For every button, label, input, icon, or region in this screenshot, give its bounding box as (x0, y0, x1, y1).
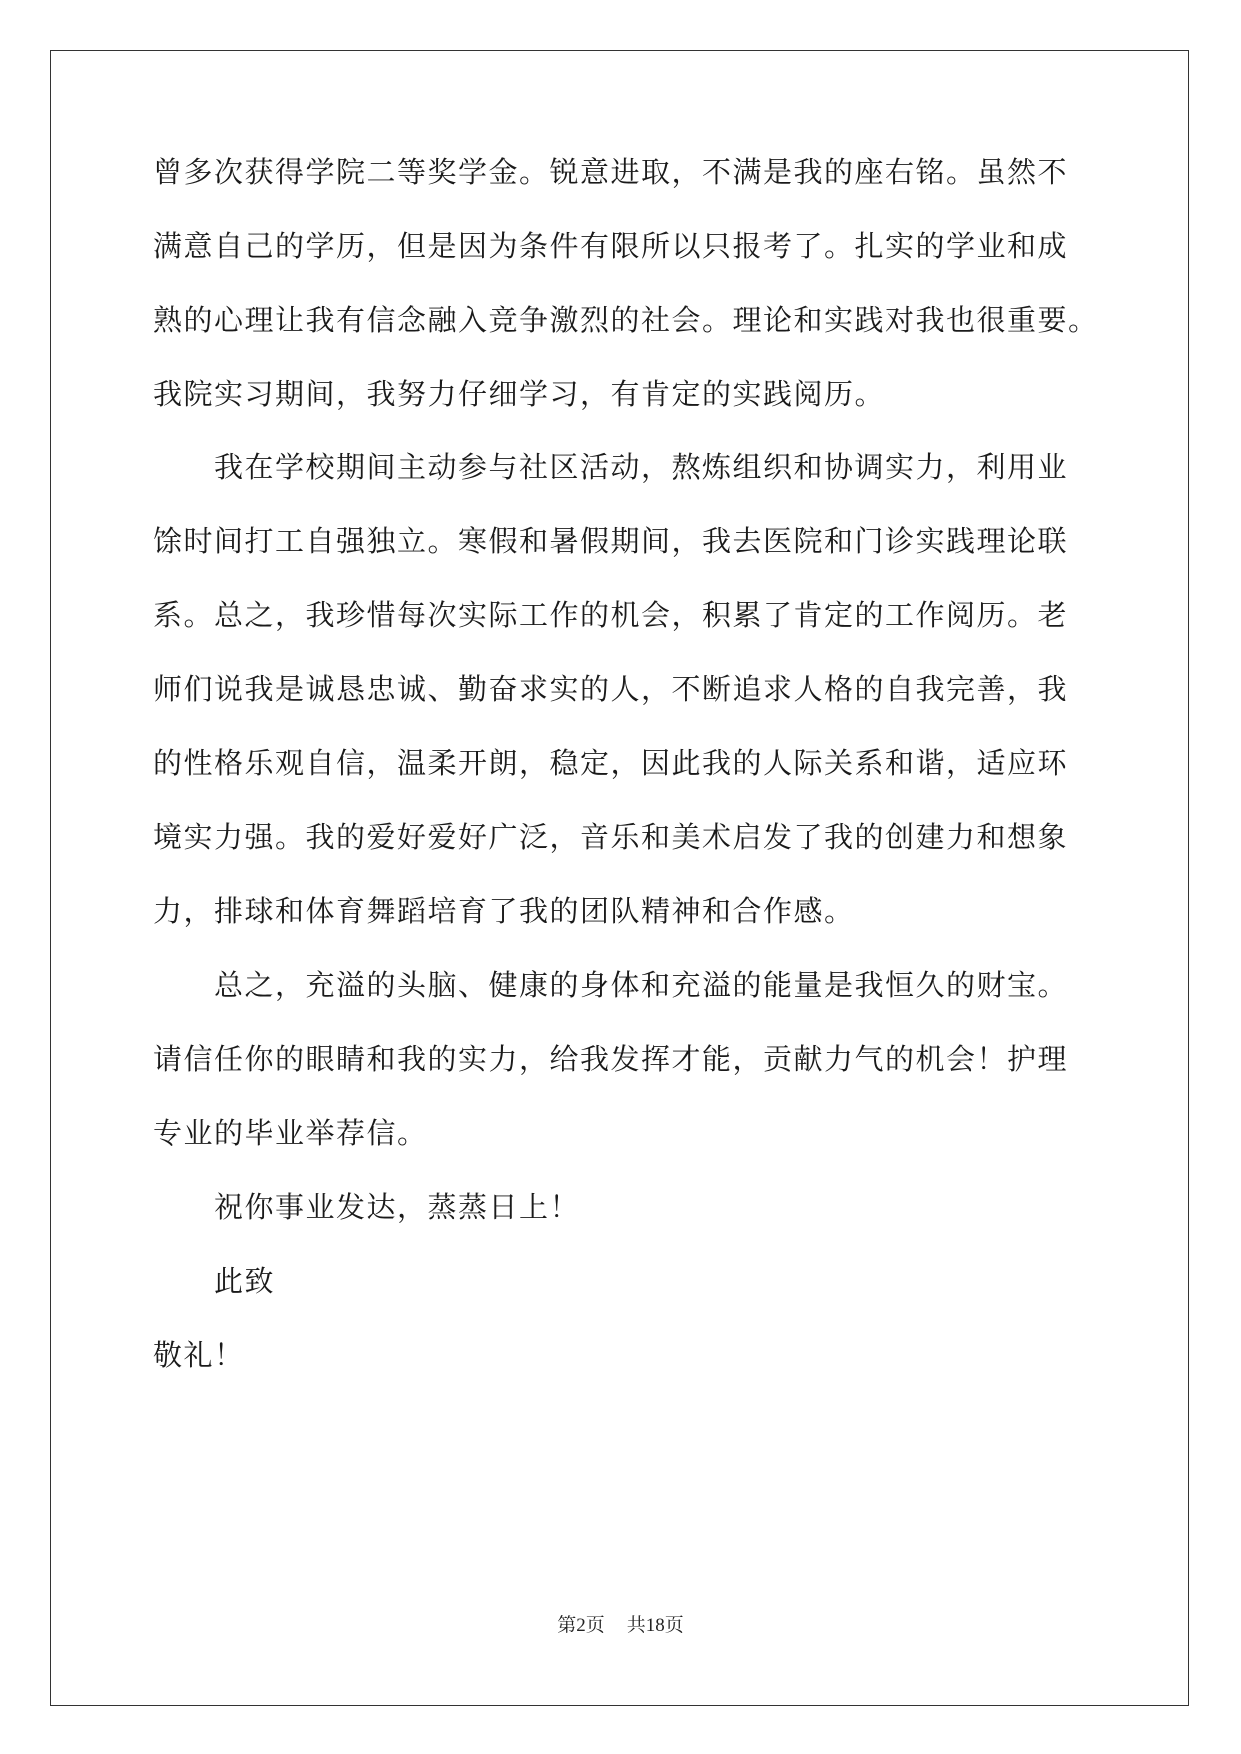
regards-intro: 此致 (214, 1264, 276, 1298)
text-line: 的性格乐观自信，温柔开朗，稳定，因此我的人际关系和谐，适应环 (153, 746, 1069, 780)
text-line: 师们说我是诚恳忠诚、勤奋求实的人，不断追求人格的自我完善，我 (153, 672, 1069, 706)
text-line: 满意自己的学历，但是因为条件有限所以只报考了。扎实的学业和成 (153, 229, 1069, 263)
page-total: 共18页 (626, 1615, 684, 1636)
text-line: 境实力强。我的爱好爱好广泛，音乐和美术启发了我的创建力和想象 (153, 820, 1069, 854)
page-number: 第2页 (557, 1615, 605, 1636)
text-line: 曾多次获得学院二等奖学金。锐意进取，不满是我的座右铭。虽然不 (153, 155, 1069, 189)
text-line: 系。总之，我珍惜每次实际工作的机会，积累了肯定的工作阅历。老 (153, 598, 1069, 632)
text-line: 我院实习期间，我努力仔细学习，有肯定的实践阅历。 (153, 377, 886, 411)
text-line: 总之，充溢的头脑、健康的身体和充溢的能量是我恒久的财宝。 (214, 968, 1069, 1002)
page-frame (50, 50, 1189, 1706)
text-line: 力，排球和体育舞蹈培育了我的团队精神和合作感。 (153, 894, 855, 928)
page-footer (0, 1614, 1241, 1638)
text-line: 熟的心理让我有信念融入竞争激烈的社会。理论和实践对我也很重要。 (153, 303, 1099, 337)
wish-line: 祝你事业发达，蒸蒸日上！ (214, 1190, 581, 1224)
text-line: 我在学校期间主动参与社区活动，熬炼组织和协调实力，利用业 (214, 450, 1069, 484)
text-line: 馀时间打工自强独立。寒假和暑假期间，我去医院和门诊实践理论联 (153, 524, 1069, 558)
text-line: 专业的毕业举荐信。 (153, 1116, 428, 1150)
regards: 敬礼！ (153, 1338, 245, 1372)
text-line: 请信任你的眼睛和我的实力，给我发挥才能，贡献力气的机会！护理 (153, 1042, 1069, 1076)
